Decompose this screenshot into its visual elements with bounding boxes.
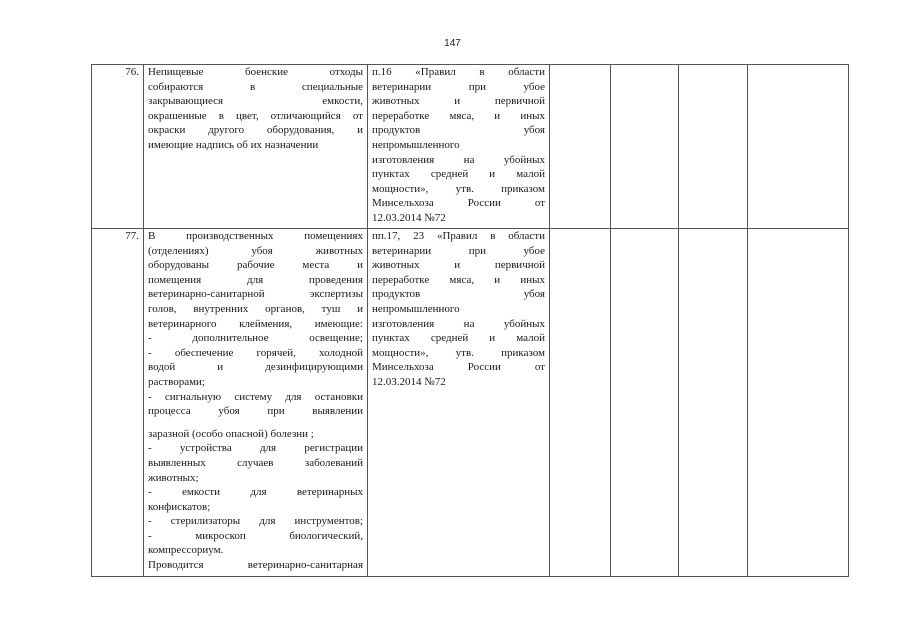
empty-cell [550,229,611,577]
text-line: оборудованы рабочие места и [148,259,363,272]
text-line: - устройства для регистрации [148,442,363,455]
empty-cell [550,65,611,229]
text-line: Минсельхоза России от [372,361,545,374]
empty-cell [611,229,679,577]
paragraph-gap [148,419,363,427]
text-line: пп.17, 23 «Правил в области [372,230,545,242]
text-line: изготовления на убойных [372,153,545,166]
text-line: закрывающиеся емкости, [148,95,363,108]
text-line: Проводится ветеринарно-санитарная [148,559,363,572]
text-line: животных и первичной [372,95,545,108]
text-line: непромышленного [372,138,460,151]
text-line: переработке мяса, и иных [372,273,545,286]
text-line: растворами; [148,375,205,388]
text-line: 12.03.2014 №72 [372,211,446,224]
text-line: пунктах средней и малой [372,168,545,181]
empty-cell [748,229,849,577]
empty-cell [611,65,679,229]
text-line: ветеринарно-санитарной экспертизы [148,288,363,301]
table-row [92,65,849,229]
text-line: продуктов убоя [372,288,545,301]
text-line: выявленных случаев заболеваний [148,456,363,469]
text-line: - стерилизаторы для инструментов; [148,515,363,528]
row-number: 76. [92,65,144,229]
text-line: - дополнительное освещение; [148,332,363,345]
empty-cell [679,65,748,229]
text-line: голов, внутренних органов, туш и [148,302,363,315]
reference-cell [368,65,550,229]
text-line: собираются в специальные [148,80,363,93]
empty-cell [748,65,849,229]
text-line: пунктах средней и малой [372,332,545,345]
text-line: компрессориум. [148,544,224,557]
text-line: - емкости для ветеринарных [148,486,363,499]
text-line: животных и первичной [372,259,545,272]
requirements-table [91,64,849,577]
table-row [92,229,849,577]
text-line: мощности», утв. приказом [372,346,545,359]
text-line: - сигнальную систему для остановки [148,390,363,403]
text-line: (отделениях) убоя животных [148,244,363,257]
text-line: непромышленного [372,302,460,315]
text-line: В производственных помещениях [148,230,363,242]
text-line: помещения для проведения [148,273,363,286]
text-line: животных; [148,471,199,484]
text-line: 12.03.2014 №72 [372,375,446,388]
text-line: Непищевые боенские отходы [148,66,363,78]
text-line: Минсельхоза России от [372,197,545,210]
text-line: ветеринарного клеймения, имеющие: [148,317,363,330]
reference-cell [368,229,550,577]
text-line: изготовления на убойных [372,317,545,330]
text-line: конфискатов; [148,500,211,513]
text-line: продуктов убоя [372,124,545,137]
page-number: 147 [444,38,461,49]
text-line: окраски другого оборудования, и [148,124,363,137]
text-line: водой и дезинфицирующими [148,361,363,374]
text-line: - микроскоп биологический, [148,529,363,542]
requirement-cell [144,65,368,229]
empty-cell [679,229,748,577]
text-line: ветеринарии при убое [372,80,545,93]
text-line: заразной (особо опасной) болезни ; [148,427,314,440]
row-number: 77. [92,229,144,577]
text-line: мощности», утв. приказом [372,182,545,195]
text-line: ветеринарии при убое [372,244,545,257]
text-line: - обеспечение горячей, холодной [148,346,363,359]
text-line: п.16 «Правил в области [372,66,545,78]
text-line: имеющие надпись об их назначении [148,138,319,151]
requirement-cell [144,229,368,577]
text-line: процесса убоя при выявлении [148,405,363,418]
text-line: переработке мяса, и иных [372,109,545,122]
text-line: окрашенные в цвет, отличающийся от [148,109,363,122]
